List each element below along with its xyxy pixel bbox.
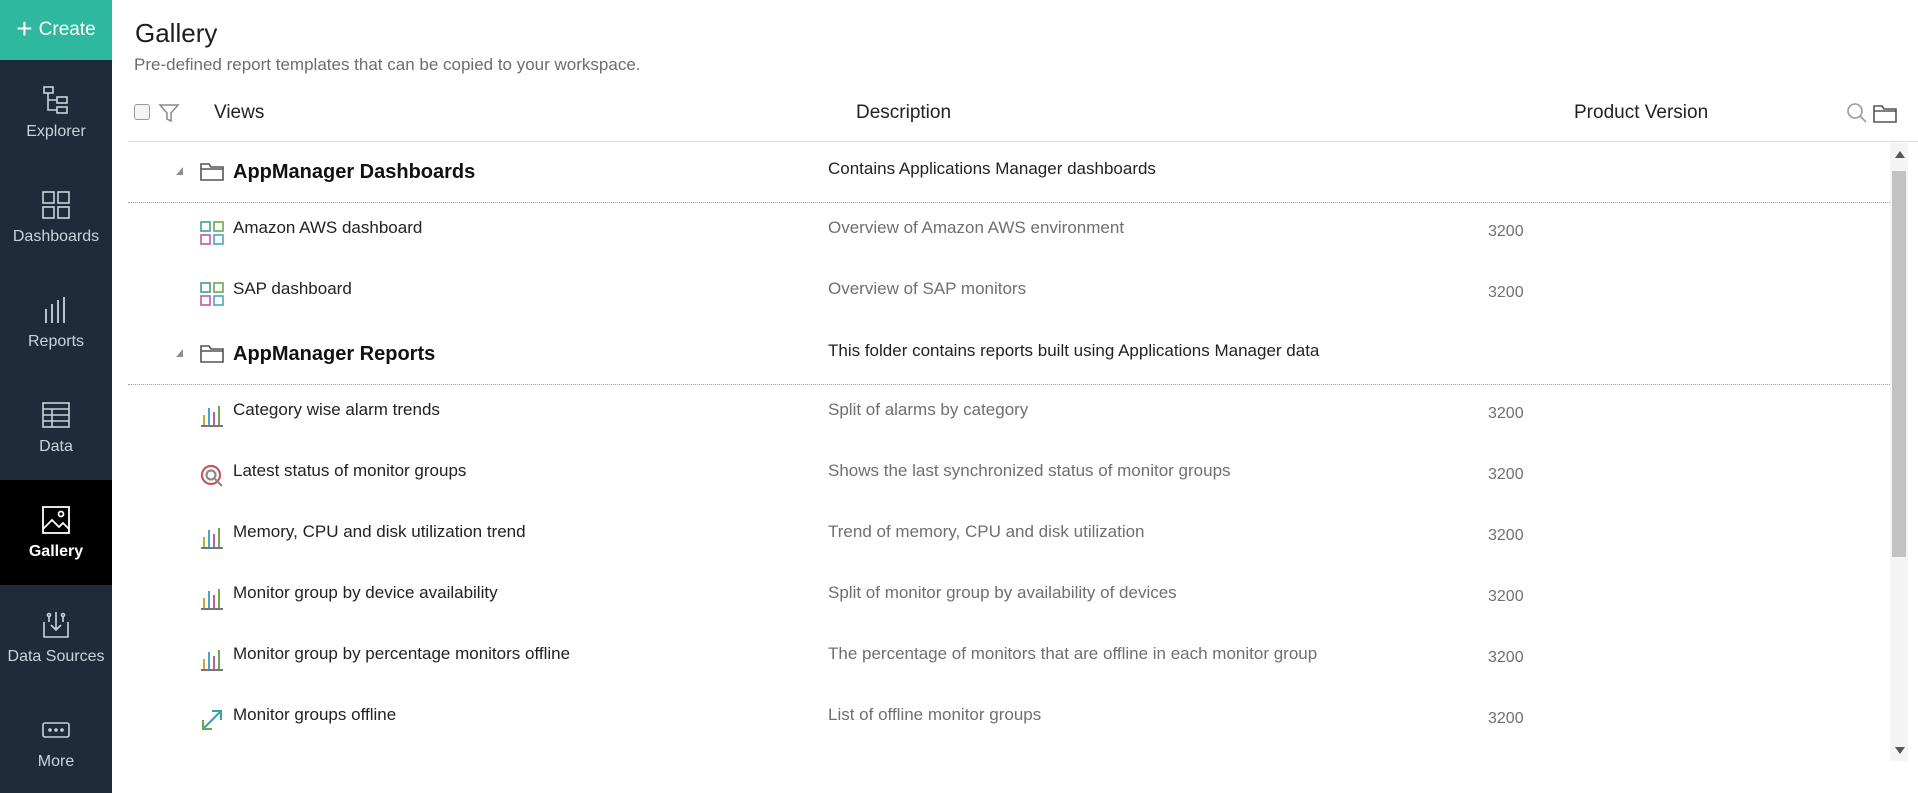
nav-item-data[interactable] (0, 375, 112, 480)
item-description: Trend of memory, CPU and disk utilization (828, 522, 1145, 541)
item-description: Overview of SAP monitors (828, 279, 1027, 298)
sidebar (0, 0, 112, 793)
item-description: List of offline monitor groups (828, 705, 1042, 724)
collapse-caret-icon[interactable] (176, 349, 183, 357)
pivot-arrow-icon (200, 708, 224, 732)
vertical-scrollbar[interactable] (1890, 143, 1908, 761)
nav-label: Data Sources (7, 647, 105, 665)
item-version: 3200 (1488, 223, 1524, 240)
bar-chart-icon (200, 525, 224, 549)
explorer-icon (41, 85, 71, 115)
bar-chart-icon (200, 647, 224, 671)
column-header-description[interactable]: Description (856, 102, 952, 123)
item-version: 3200 (1488, 588, 1524, 605)
data-sources-icon (41, 610, 71, 640)
nav-item-explorer[interactable] (0, 60, 112, 165)
list-item[interactable] (128, 629, 1890, 690)
collapse-caret-icon[interactable] (176, 167, 183, 175)
nav-item-dashboards[interactable] (0, 165, 112, 270)
item-description: Split of alarms by category (828, 400, 1029, 419)
scroll-up-arrow-icon[interactable] (1895, 151, 1905, 158)
dashboards-icon (41, 190, 71, 220)
create-button[interactable] (0, 0, 112, 60)
page-title: Gallery (135, 18, 218, 48)
list-item[interactable] (128, 385, 1890, 446)
nav-label: Explorer (26, 122, 86, 140)
item-name: Amazon AWS dashboard (233, 218, 423, 237)
nav-label: Reports (27, 332, 85, 350)
more-icon (41, 715, 71, 745)
item-name: Latest status of monitor groups (233, 461, 467, 480)
list-item[interactable] (128, 446, 1890, 507)
folder-row[interactable] (128, 325, 1890, 385)
folder-name: AppManager Reports (233, 343, 436, 365)
folder-icon (200, 160, 224, 182)
column-header-product-version[interactable]: Product Version (1574, 102, 1709, 123)
bar-chart-icon (200, 403, 224, 427)
folder-description: This folder contains reports built using Applications Manager data (828, 341, 1320, 360)
bar-chart-icon (200, 586, 224, 610)
plus-icon: + (16, 13, 33, 44)
dashboard-icon (200, 221, 224, 245)
select-all-checkbox[interactable] (134, 104, 150, 120)
gallery-icon (41, 505, 71, 535)
scroll-down-arrow-icon[interactable] (1895, 747, 1905, 754)
folder-icon[interactable] (1873, 102, 1897, 124)
item-description: Split of monitor group by availability of devices (828, 583, 1177, 602)
nav-item-more[interactable] (0, 690, 112, 793)
item-name: Monitor group by device availability (233, 583, 498, 602)
gallery-list (128, 143, 1890, 753)
query-table-icon (200, 464, 224, 488)
item-version: 3200 (1488, 710, 1524, 727)
search-icon[interactable] (1846, 102, 1868, 124)
folder-row[interactable] (128, 143, 1890, 203)
nav-label: Gallery (28, 542, 84, 560)
main-content (112, 0, 1918, 793)
item-name: Monitor group by percentage monitors offline (233, 644, 571, 663)
dashboard-icon (200, 282, 224, 306)
item-description: Overview of Amazon AWS environment (828, 218, 1125, 237)
item-name: Memory, CPU and disk utilization trend (233, 522, 526, 541)
item-name: SAP dashboard (233, 279, 352, 298)
item-version: 3200 (1488, 649, 1524, 666)
scrollbar-thumb[interactable] (1892, 171, 1906, 557)
reports-icon (41, 295, 71, 325)
item-version: 3200 (1488, 527, 1524, 544)
folder-description: Contains Applications Manager dashboards (828, 159, 1156, 178)
item-name: Monitor groups offline (233, 705, 397, 724)
list-item[interactable] (128, 507, 1890, 568)
nav-label: More (37, 752, 75, 770)
page-subtitle: Pre-defined report templates that can be copied to your workspace. (134, 55, 641, 74)
filter-icon[interactable] (158, 102, 180, 124)
nav-label: Dashboards (12, 227, 100, 245)
folder-icon (200, 342, 224, 364)
item-version: 3200 (1488, 466, 1524, 483)
item-description: The percentage of monitors that are offline in each monitor group (828, 644, 1318, 663)
item-version: 3200 (1488, 284, 1524, 301)
nav-item-reports[interactable] (0, 270, 112, 375)
create-label: Create (38, 19, 96, 40)
nav-item-data-sources[interactable] (0, 585, 112, 690)
item-name: Category wise alarm trends (233, 400, 440, 419)
column-header-views[interactable]: Views (214, 102, 265, 123)
data-icon (41, 400, 71, 430)
item-version: 3200 (1488, 405, 1524, 422)
grid-header (128, 92, 1918, 142)
folder-name: AppManager Dashboards (233, 161, 476, 183)
item-description: Shows the last synchronized status of monitor groups (828, 461, 1231, 480)
list-item[interactable] (128, 690, 1890, 751)
list-item[interactable] (128, 203, 1890, 264)
nav-label: Data (39, 437, 73, 455)
nav-item-gallery[interactable] (0, 480, 112, 585)
list-item[interactable] (128, 568, 1890, 629)
list-item[interactable] (128, 264, 1890, 325)
